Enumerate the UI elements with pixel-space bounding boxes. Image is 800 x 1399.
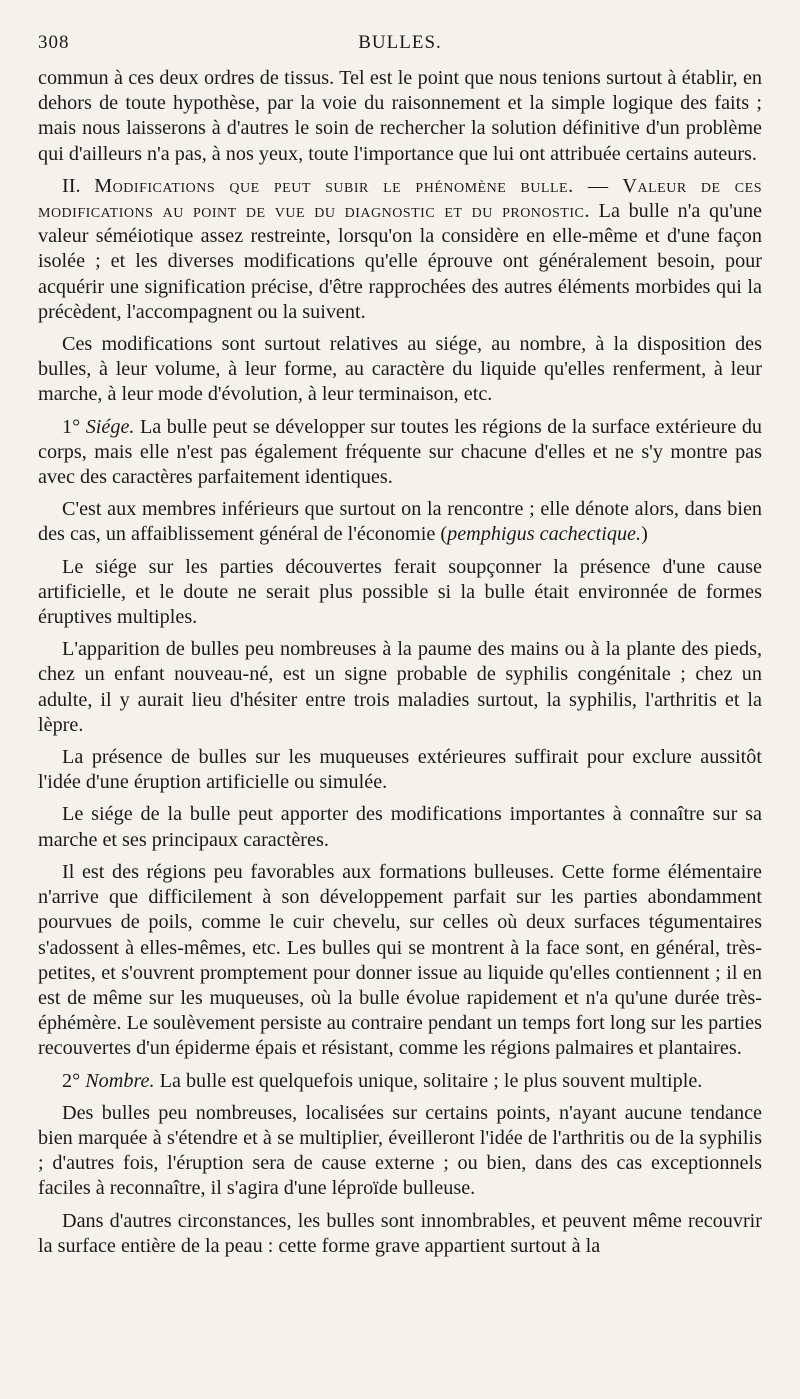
paragraph xyxy=(38,174,762,325)
paragraph xyxy=(38,332,762,408)
text-run: Ces modifications sont surtout relatives au siége, au nombre, à la disposition des bulles, à leur volume, à leur forme, au caractère du liquide qu'elles renferment, à leur marche, à leur mode d'évolution, à leur terminaison, etc. xyxy=(38,333,762,406)
text-run: La bulle peut se développer sur toutes les régions de la surface extérieure du corps, mais elle n'est pas également fréquente sur chacune d'elles et ne s'y montre pas avec des caractères parfaitement identiques. xyxy=(38,415,763,489)
paragraph xyxy=(38,1209,762,1259)
text-run: C'est aux membres inférieurs que surtout on la rencontre ; elle dénote alors, dans bien des cas, un affaiblissement général de l'économie ( xyxy=(38,498,762,546)
text-run: Des bulles peu nombreuses, localisées sur certains points, n'ayant aucune tendance bien marquée à s'étendre et à se multiplier, éveilleront l'idée de l'arthritis ou de la syphilis ; d'autres fois, l'éruption sera de cause externe ; ou bien, dans des cas exceptionnels faciles à reconnaître, il s'agira d'une léproïde bulleuse. xyxy=(38,1101,762,1200)
text-run: 2° xyxy=(62,1069,86,1092)
paragraph xyxy=(38,1101,762,1202)
paragraph xyxy=(38,1069,762,1094)
text-run: La bulle est quelquefois unique, solitaire ; le plus souvent multiple. xyxy=(154,1069,703,1092)
text-run: 1° xyxy=(62,415,86,438)
text-run: ) xyxy=(641,523,648,546)
text-run: La bulle n'a qu'une valeur séméiotique assez restreinte, lorsqu'on la considère en elle-même et d'une façon isolée ; et les diverses modifications qu'elle éprouve ont généralement besoin, pour acquérir une signification précise, d'être rapprochées des autres éléments morbides qui la précèdent, l'accompagnent ou la suivent. xyxy=(38,200,762,323)
running-title: BULLES. xyxy=(358,32,442,53)
running-head xyxy=(38,26,762,56)
italic-text: pemphigus cachectique. xyxy=(447,523,642,546)
page-number: 308 xyxy=(38,32,70,53)
paragraph xyxy=(38,66,762,167)
paragraph xyxy=(38,497,762,547)
text-run: La présence de bulles sur les muqueuses extérieures suffirait pour exclure aussitôt l'idée d'une éruption artificielle ou simulée. xyxy=(38,746,762,794)
smallcaps-heading: Modifications que peut subir le phénomène bulle. — Valeur de ces modifications au point de vue du diagnostic et du pronostic. xyxy=(38,174,762,223)
text-run: L'apparition de bulles peu nombreuses à la paume des mains ou à la plante des pieds, chez un enfant nouveau-né, est un signe probable de syphilis congénitale ; chez un adulte, il y aurait lieu d'hésiter entre trois maladies surtout, la syphilis, l'arthritis et la lèpre. xyxy=(38,638,762,736)
text-run: Dans d'autres circonstances, les bulles sont innombrables, et peuvent même recouvrir la surface entière de la peau : cette forme grave appartient surtout à la xyxy=(38,1209,762,1257)
text-run: II. xyxy=(62,174,95,197)
text-run: commun à ces deux ordres de tissus. Tel est le point que nous tenions surtout à établir, en dehors de toute hypothèse, par la voie du raisonnement et la simple logique des faits ; mais nous laisserons à d'autres le soin de rechercher la solution définitive d'un problème qui d'ailleurs n'a pas, à nos yeux, toute l'importance que lui ont attribuée certains auteurs. xyxy=(38,67,762,165)
text-run: Il est des régions peu favorables aux formations bulleuses. Cette forme élémentaire n'arrive que difficilement à son développement parfait sur les parties abondamment pourvues de poils, comme le cuir chevelu, sur celles où deux surfaces tégumentaires s'adossent à elles-mêmes, etc. Les bulles qui se montrent à la face sont, en général, très-petites, et s'ouvrent promptement pour donner issue au liquide qu'elles contiennent ; il en est de même sur les muqueuses, où la bulle évolue rapidement et n'a qu'une durée très-éphémère. Le soulèvement persiste au contraire pendant un temps fort long sur les parties recouvertes d'un épiderme épais et résistant, comme les régions palmaires et plantaires. xyxy=(38,860,762,1060)
paragraph xyxy=(38,860,762,1062)
italic-text: Nombre. xyxy=(85,1069,155,1092)
paragraph xyxy=(38,415,762,491)
paragraph xyxy=(38,555,762,631)
paragraph xyxy=(38,637,762,738)
italic-text: Siége. xyxy=(85,415,135,438)
paragraph xyxy=(38,745,762,795)
text-run: Le siége sur les parties découvertes ferait soupçonner la présence d'une cause artificielle, et le doute ne serait plus possible si la bulle était environnée de formes éruptives multiples. xyxy=(38,555,762,629)
paragraph xyxy=(38,802,762,852)
text-run: Le siége de la bulle peut apporter des modifications importantes à connaître sur sa marche et ses principaux caractères. xyxy=(38,803,762,851)
body-text xyxy=(38,66,762,1259)
